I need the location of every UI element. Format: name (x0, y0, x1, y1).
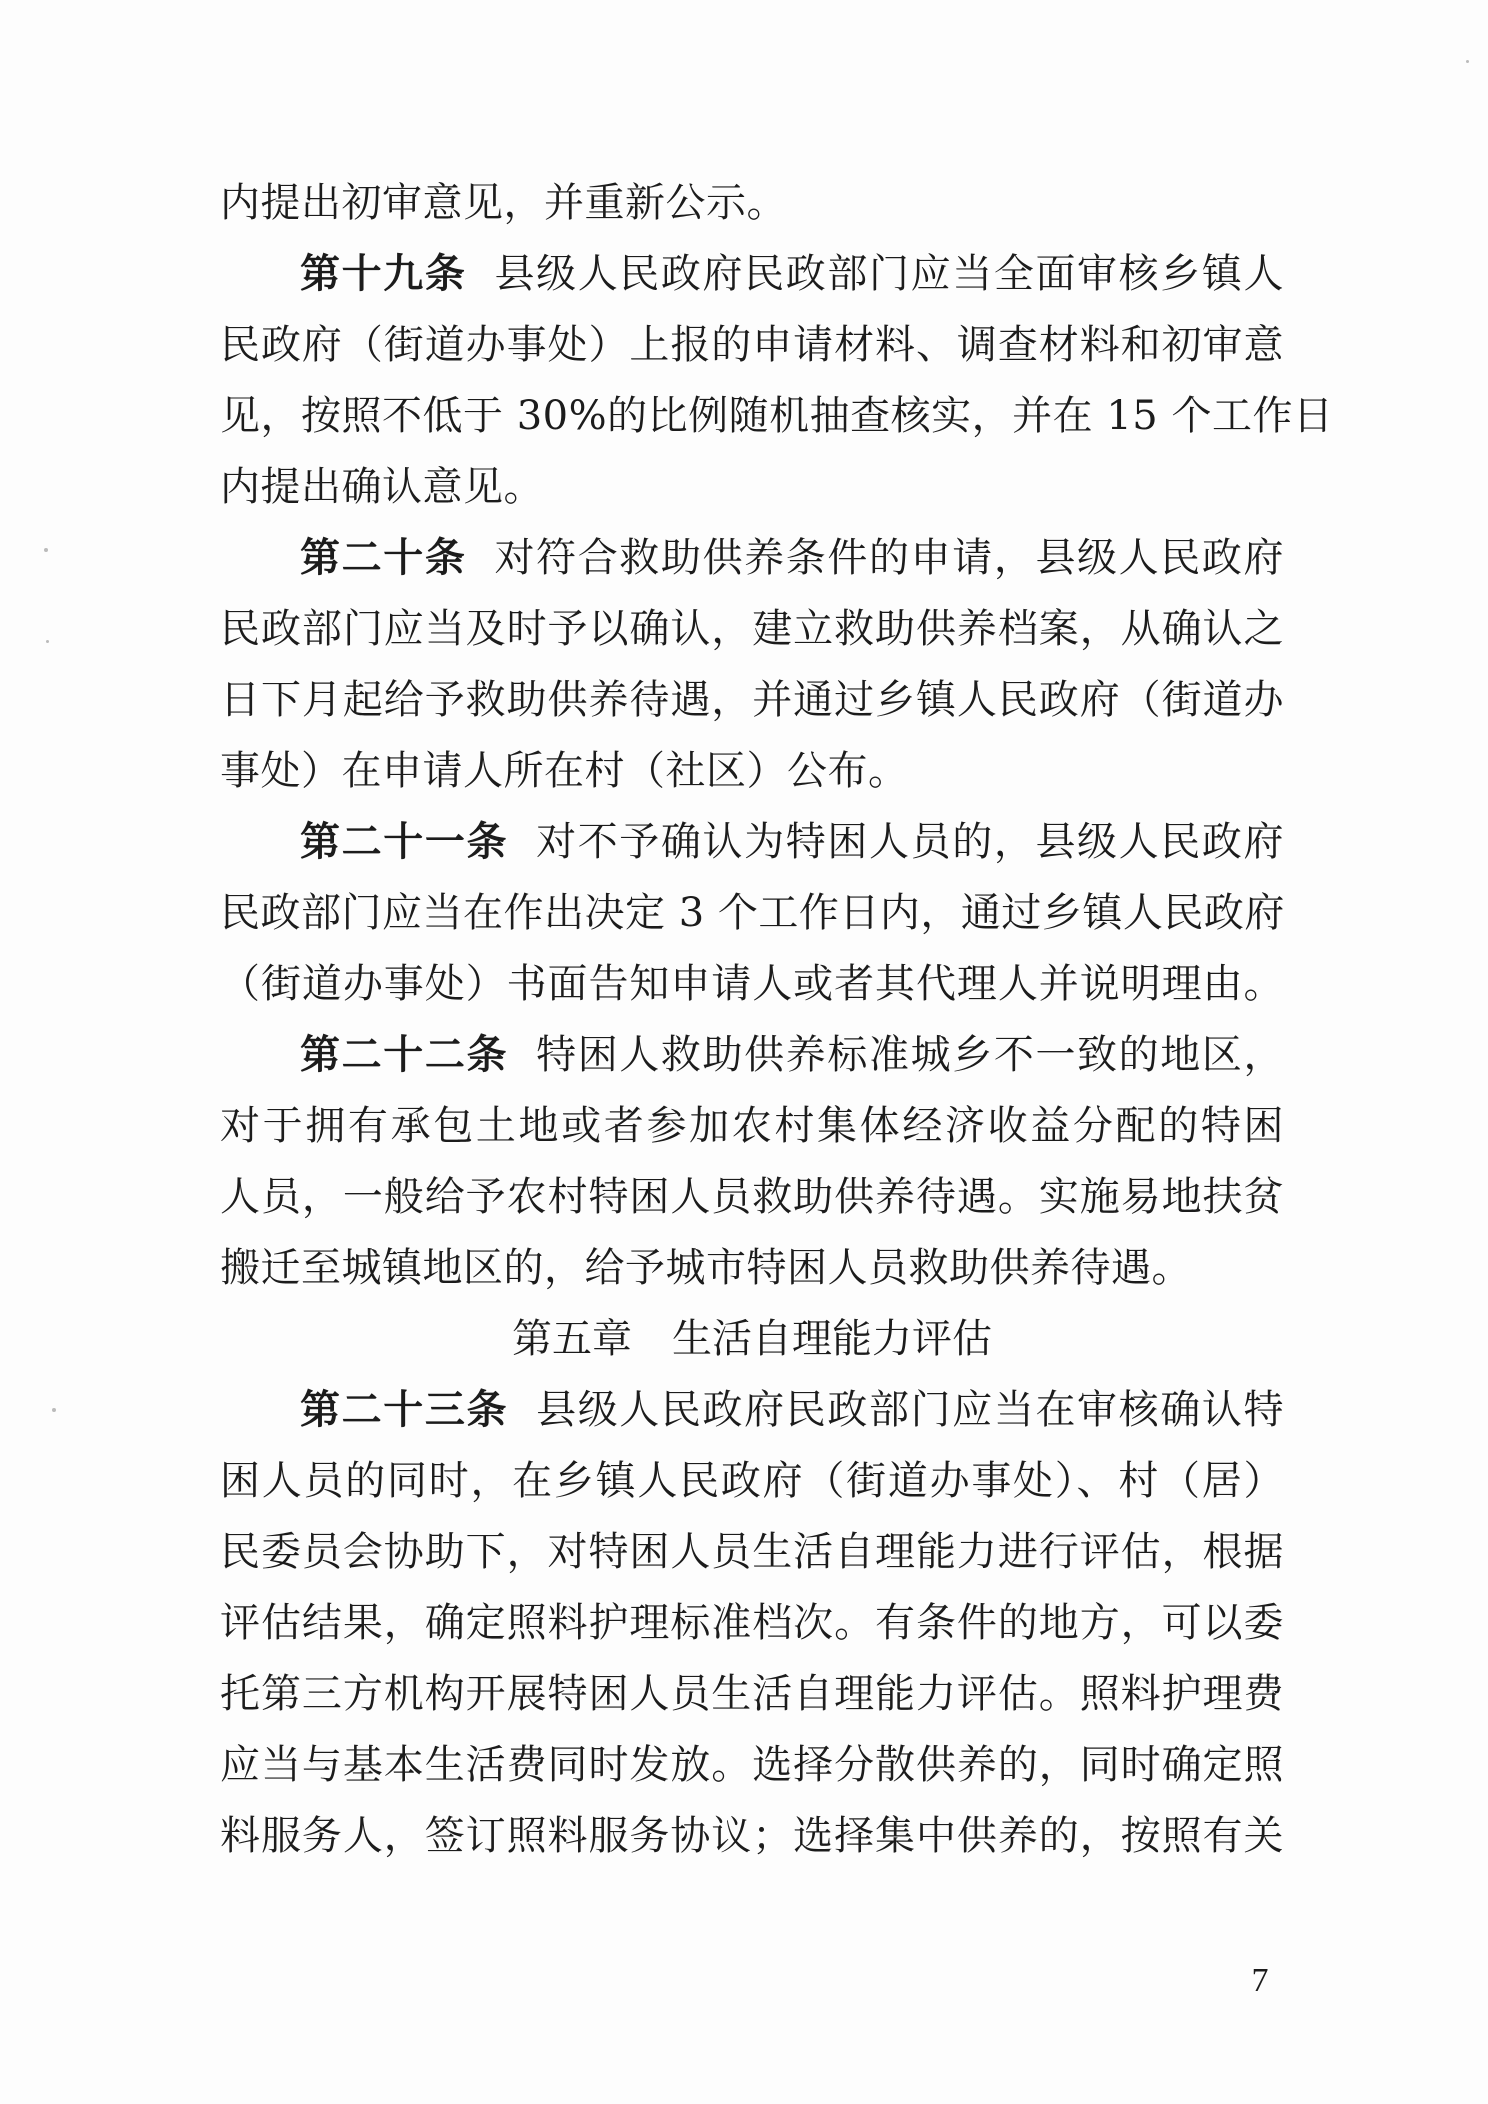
article-label: 第十九条 (300, 251, 467, 297)
line-text: 对于拥有承包土地或者参加农村集体经济收益分配的特困 (220, 1103, 1284, 1149)
line-text: 县级人民政府民政部门应当在审核确认特 (536, 1387, 1285, 1433)
article-label: 第二十一条 (300, 819, 509, 865)
text-line (220, 310, 1284, 381)
article-19-heading-line (220, 239, 1284, 310)
text-line (220, 168, 1284, 239)
text-line (220, 1091, 1284, 1162)
text-line (220, 736, 1284, 807)
article-label: 第二十条 (300, 535, 467, 581)
text-line (220, 1233, 1284, 1304)
line-text: 民政府（街道办事处）上报的申请材料、调查材料和初审意 (220, 322, 1284, 368)
line-text: 料服务人，签订照料服务协议；选择集中供养的，按照有关 (220, 1813, 1284, 1859)
text-line (220, 1801, 1284, 1872)
line-text: 对不予确认为特困人员的，县级人民政府 (536, 819, 1285, 865)
line-text: 评估结果，确定照料护理标准档次。有条件的地方，可以委 (220, 1600, 1284, 1646)
text-line (220, 1730, 1284, 1801)
article-label: 第二十三条 (300, 1387, 509, 1433)
line-text: 民政部门应当及时予以确认，建立救助供养档案，从确认之 (220, 606, 1284, 652)
line-text: 内提出初审意见，并重新公示。 (220, 180, 787, 226)
article-23-heading-line (220, 1375, 1284, 1446)
article-21-heading-line (220, 807, 1284, 878)
line-text: 人员，一般给予农村特困人员救助供养待遇。实施易地扶贫 (220, 1174, 1284, 1220)
line-text: 搬迁至城镇地区的，给予城市特困人员救助供养待遇。 (220, 1245, 1192, 1291)
line-text: 特困人救助供养标准城乡不一致的地区， (536, 1032, 1285, 1078)
text-line (220, 1659, 1284, 1730)
article-label: 第二十二条 (300, 1032, 509, 1078)
text-line (220, 381, 1334, 452)
scan-speck (44, 548, 48, 552)
text-line (220, 665, 1284, 736)
text-line (220, 1446, 1284, 1517)
line-text: 应当与基本生活费同时发放。选择分散供养的，同时确定照 (220, 1742, 1284, 1788)
line-text: 托第三方机构开展特困人员生活自理能力评估。照料护理费 (220, 1671, 1284, 1717)
page-number: 7 (1251, 1962, 1269, 1999)
text-line (220, 452, 1284, 523)
text-line (220, 1517, 1284, 1588)
line-text: 对符合救助供养条件的申请，县级人民政府 (494, 535, 1285, 581)
line-text: 民委员会协助下，对特困人员生活自理能力进行评估，根据 (220, 1529, 1284, 1575)
line-text: 县级人民政府民政部门应当全面审核乡镇人 (494, 251, 1285, 297)
line-text: 事处）在申请人所在村（社区）公布。 (220, 748, 909, 794)
scan-speck (1466, 60, 1469, 63)
article-22-heading-line (220, 1020, 1284, 1091)
text-line (220, 1162, 1284, 1233)
line-text: 困人员的同时，在乡镇人民政府（街道办事处）、村（居） (220, 1458, 1284, 1504)
line-text: 民政部门应当在作出决定 3 个工作日内，通过乡镇人民政府 (220, 890, 1285, 936)
text-line (220, 594, 1284, 665)
text-line (220, 1588, 1284, 1659)
line-text: 见，按照不低于 30%的比例随机抽查核实，并在 15 个工作日 (220, 393, 1334, 439)
document-body (220, 168, 1334, 1872)
line-text: 内提出确认意见。 (220, 464, 544, 510)
scan-speck (46, 640, 49, 643)
chapter-title: 第五章 生活自理能力评估 (512, 1316, 992, 1362)
line-text: 日下月起给予救助供养待遇，并通过乡镇人民政府（街道办 (220, 677, 1284, 723)
chapter-heading (220, 1304, 1284, 1375)
text-line (220, 949, 1284, 1020)
text-line (220, 878, 1284, 949)
article-20-heading-line (220, 523, 1284, 594)
scan-speck (52, 1408, 56, 1412)
line-text: （街道办事处）书面告知申请人或者其代理人并说明理由。 (220, 961, 1284, 1007)
